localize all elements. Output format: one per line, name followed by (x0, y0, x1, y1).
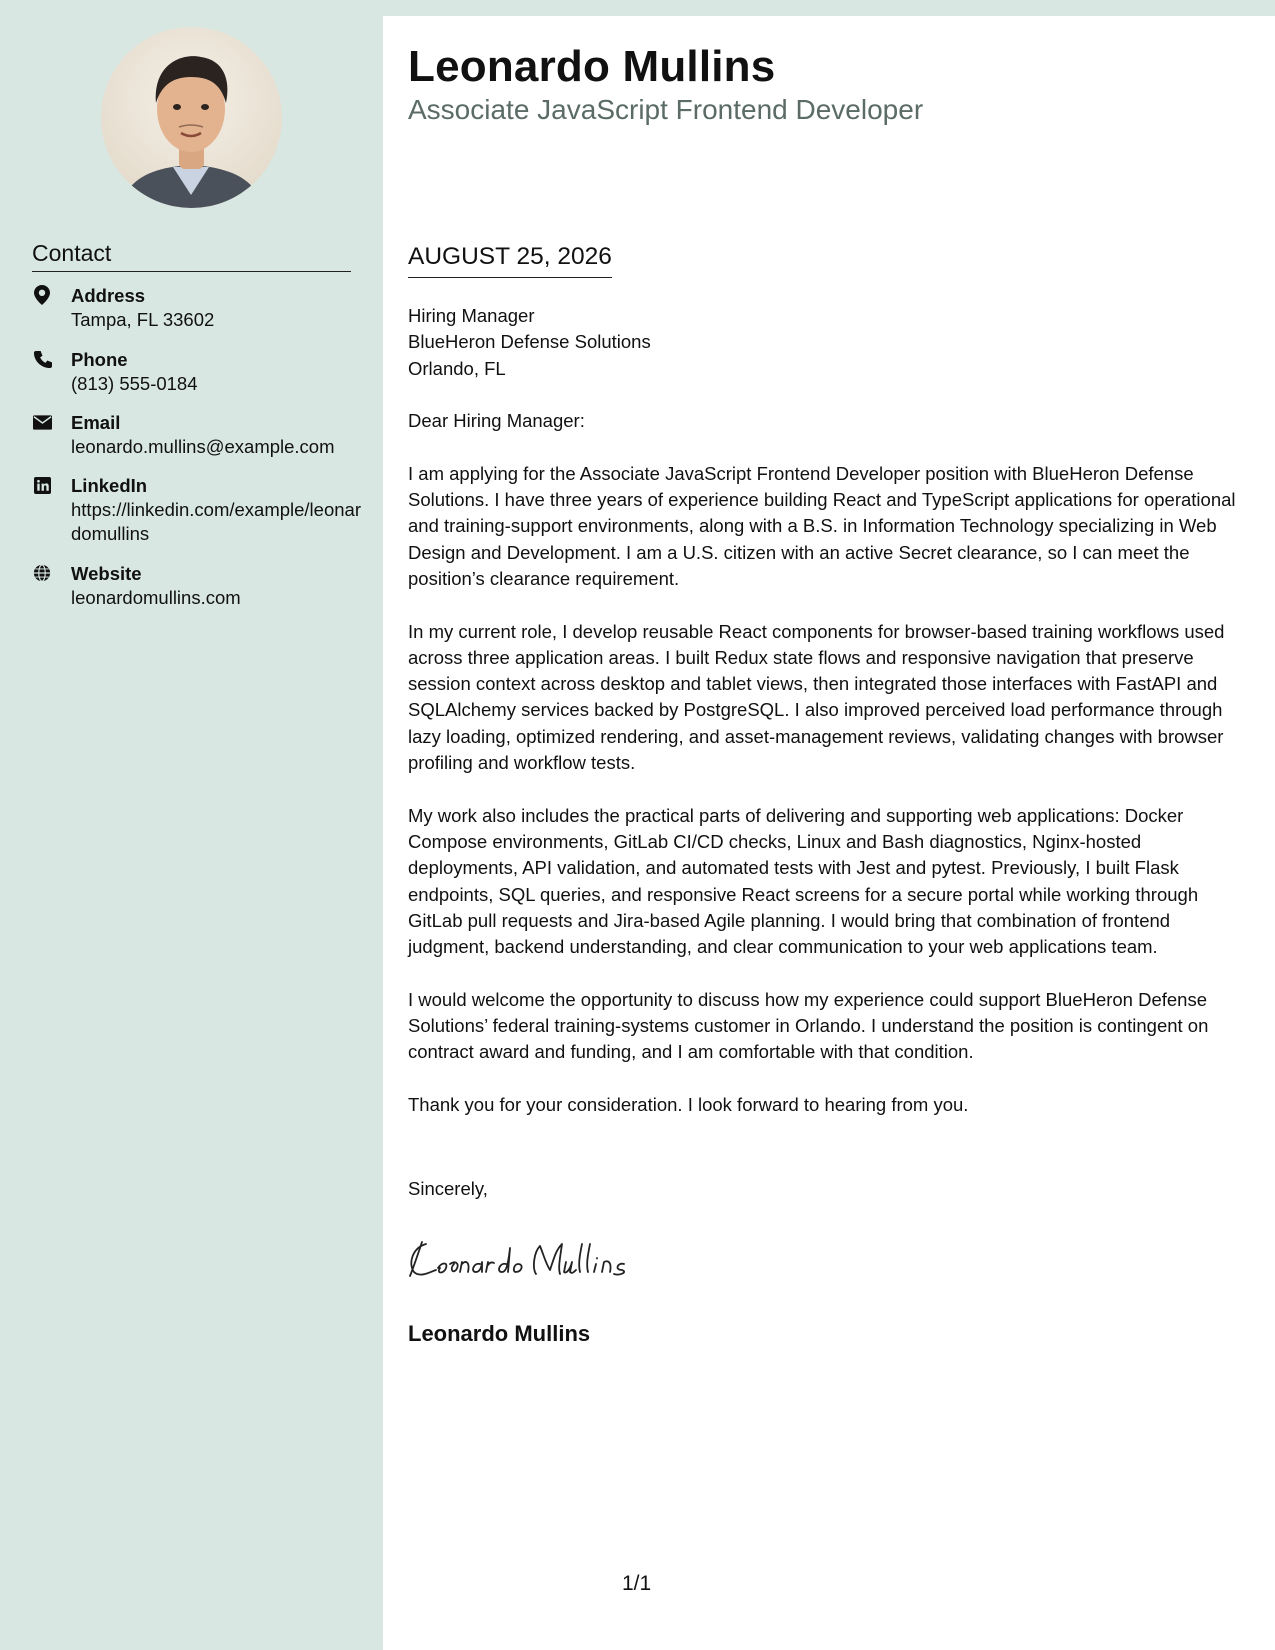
recipient-line: BlueHeron Defense Solutions (408, 331, 651, 353)
recipient-block (408, 303, 1255, 382)
letter-paragraph: In my current role, I develop reusable React components for browser-based training workflows used across three application areas. I built Redux state flows and responsive navigation that preserve session context across desktop and tablet views, then integrated those interfaces with FastAPI and SQLAlchemy services backed by PostgreSQL. I also improved perceived load performance through lazy loading, optimized rendering, and asset-management reviews, validating changes with browser profiling and workflow tests. (408, 620, 1225, 774)
top-band (383, 0, 1275, 16)
phone-icon (32, 348, 52, 370)
contact-value: (813) 555-0184 (71, 373, 198, 394)
page-number: 1/1 (622, 1572, 652, 1595)
recipient-line: Hiring Manager (408, 305, 535, 326)
envelope-icon (32, 411, 52, 433)
contact-value[interactable]: leonardo.mullins@example.com (71, 436, 335, 457)
globe-icon (32, 562, 52, 584)
letter-date: AUGUST 25, 2026 (408, 243, 612, 278)
handwritten-signature (404, 1234, 694, 1284)
letter-body (408, 303, 1255, 1145)
contact-label: Email (71, 412, 121, 433)
contact-label: Phone (71, 349, 128, 370)
profile-photo (101, 27, 282, 208)
candidate-name: Leonardo Mullins (408, 42, 776, 91)
contact-label: Address (71, 285, 146, 306)
closing: Sincerely, (408, 1178, 488, 1199)
salutation: Dear Hiring Manager: (408, 410, 585, 432)
location-pin-icon (32, 284, 52, 306)
letter-paragraph: Thank you for your consideration. I look forward to hearing from you. (408, 1093, 969, 1115)
letter-paragraph: I am applying for the Associate JavaScript Frontend Developer position with BlueHeron Defense Solutions. I have three years of experience building React and TypeScript applications for operational and training-support environments, along with a B.S. in Information Technology specializing in Web Design and Development. I am a U.S. citizen with an active Secret clearance, so I can meet the position’s clearance requirement. (408, 462, 1236, 589)
contact-label: LinkedIn (71, 475, 148, 496)
recipient-line: Orlando, FL (408, 357, 506, 379)
contact-value: Tampa, FL 33602 (71, 309, 215, 330)
contact-value[interactable]: https://linkedin.com/example/leonardomullins (71, 499, 361, 544)
linkedin-icon (32, 474, 52, 496)
contact-label: Website (71, 563, 142, 584)
letter-paragraph: I would welcome the opportunity to discuss how my experience could support BlueHeron Defense Solutions’ federal training-systems customer in Orlando. I understand the position is contingent on contract award and funding, and I am comfortable with that condition. (408, 988, 1209, 1063)
letter-paragraph: My work also includes the practical parts of delivering and supporting web applications: Docker Compose environments, GitLab CI/CD checks, Linux and Bash diagnostics, Nginx-hosted deployments, API validation, and automated tests with Jest and pytest. Previously, I built Flask endpoints, SQL queries, and responsive React screens for a secure portal while working through GitLab pull requests and Jira-based Agile planning. I would bring that combination of frontend judgment, backend understanding, and clear communication to your web applications team. (408, 804, 1199, 958)
contact-value[interactable]: leonardomullins.com (71, 587, 241, 608)
contact-heading: Contact (32, 240, 351, 272)
signature-name: Leonardo Mullins (408, 1321, 591, 1346)
candidate-role: Associate JavaScript Frontend Developer (408, 94, 924, 125)
